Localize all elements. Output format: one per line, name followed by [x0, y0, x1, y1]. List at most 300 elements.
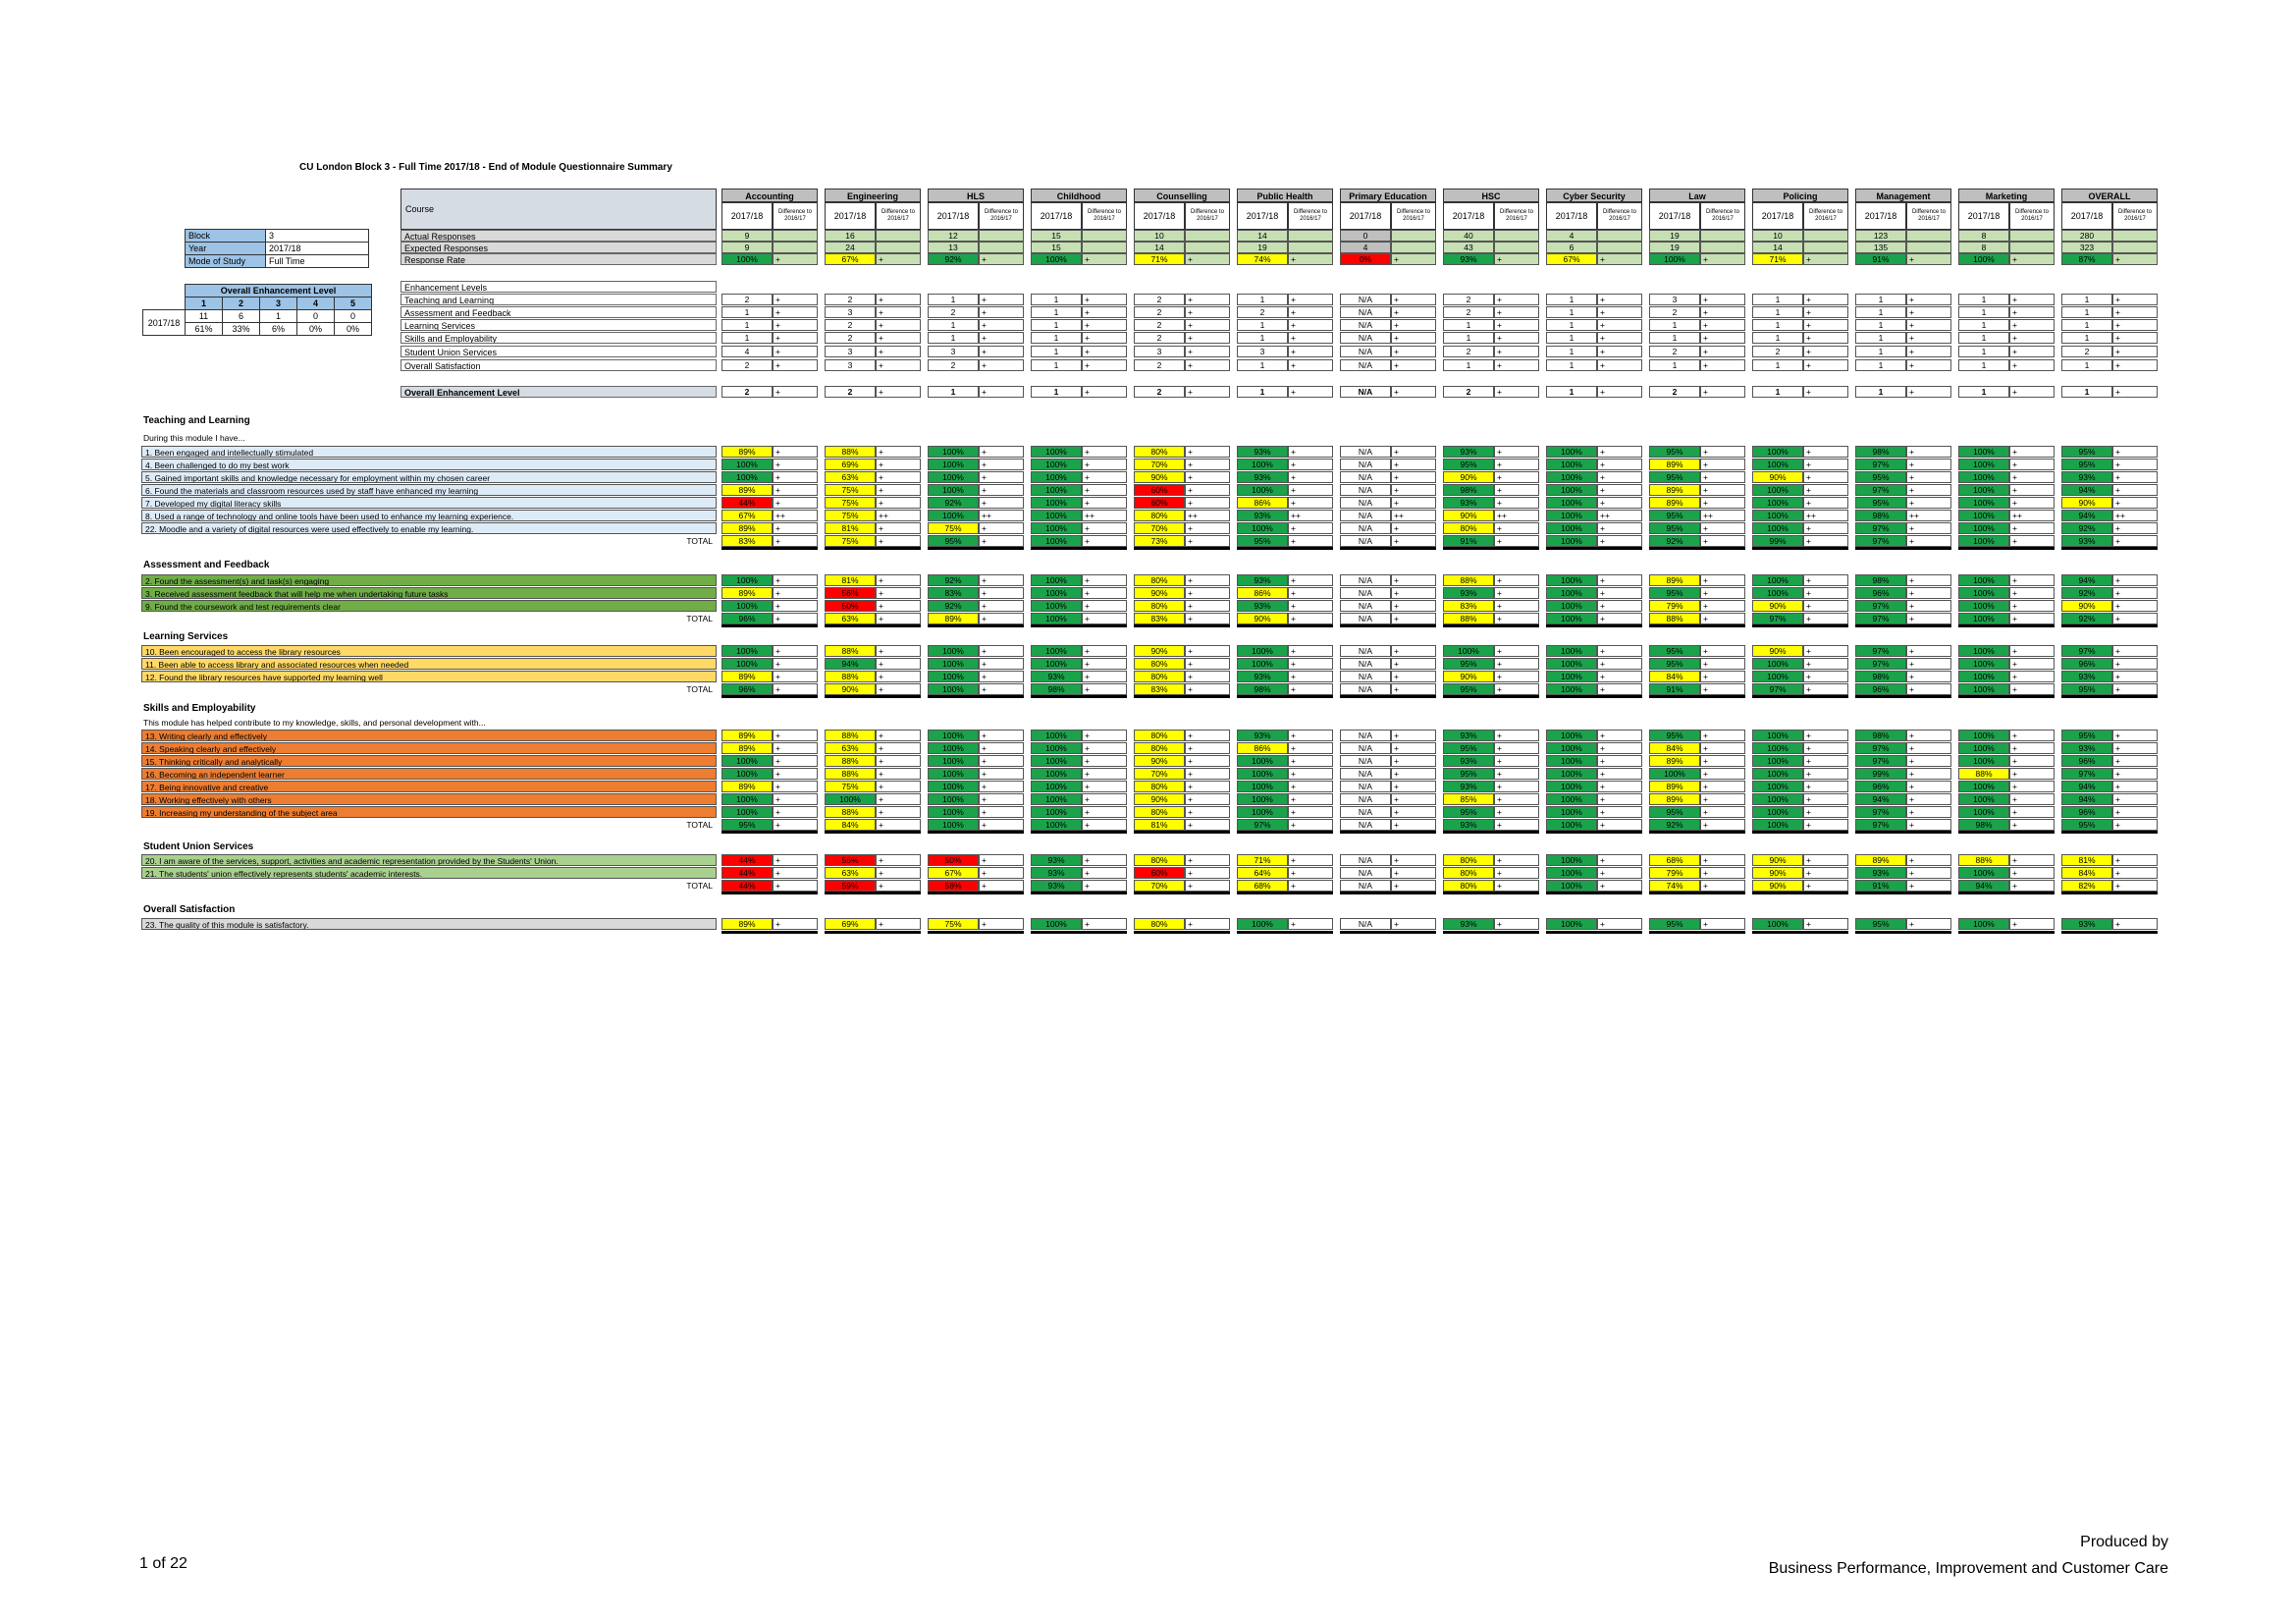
question-score: 100% — [1237, 522, 1288, 534]
stat-value: 93% — [1443, 253, 1494, 265]
stat-diff — [773, 242, 818, 253]
question-diff: + — [1391, 806, 1436, 818]
question-score: 100% — [1031, 471, 1082, 483]
question-score: 99% — [1855, 768, 1906, 780]
question-label: 11. Been able to access library and associated resources when needed — [141, 658, 717, 670]
total-score: 59% — [825, 880, 876, 892]
question-score: 100% — [1958, 645, 2009, 657]
enhancement-value: 3 — [928, 346, 979, 357]
question-score: 80% — [1134, 730, 1185, 741]
enhancement-diff: + — [773, 306, 818, 318]
stat-value: 4 — [1546, 230, 1597, 242]
enhancement-row-label: Student Union Services — [400, 346, 717, 357]
question-score: 80% — [1134, 574, 1185, 586]
question-score: 100% — [928, 484, 979, 496]
question-diff: + — [876, 854, 921, 866]
question-diff: + — [1906, 793, 1951, 805]
question-diff: + — [2112, 781, 2158, 792]
question-score: 100% — [928, 806, 979, 818]
question-diff: + — [1185, 854, 1230, 866]
question-score: 97% — [1855, 522, 1906, 534]
question-score: 90% — [1752, 854, 1803, 866]
total-diff: + — [1494, 880, 1539, 892]
question-diff: + — [1803, 671, 1848, 682]
question-score: 98% — [1855, 510, 1906, 521]
question-diff: + — [1494, 793, 1539, 805]
question-diff: + — [2009, 671, 2055, 682]
total-score: 97% — [1752, 683, 1803, 695]
year-subheader: 2017/18 — [1443, 202, 1494, 230]
total-underline — [1340, 547, 1436, 550]
question-diff: + — [1700, 658, 1745, 670]
total-score: 82% — [2061, 880, 2112, 892]
question-score: N/A — [1340, 459, 1391, 470]
question-score: 93% — [2061, 918, 2112, 930]
question-diff: + — [1597, 522, 1642, 534]
question-score: 97% — [1855, 742, 1906, 754]
question-diff: + — [1803, 742, 1848, 754]
enhancement-row-label: Teaching and Learning — [400, 294, 717, 305]
enhancement-diff: + — [1700, 294, 1745, 305]
question-diff: + — [2112, 446, 2158, 458]
question-score: 100% — [1958, 459, 2009, 470]
enhancement-value: 1 — [1031, 332, 1082, 344]
total-diff: + — [1803, 880, 1848, 892]
question-score: 88% — [1443, 574, 1494, 586]
total-underline — [1237, 892, 1333, 894]
question-diff: + — [876, 755, 921, 767]
total-diff: + — [1391, 880, 1436, 892]
question-score: 100% — [1546, 484, 1597, 496]
enhancement-value: 1 — [1958, 332, 2009, 344]
question-diff: + — [1906, 781, 1951, 792]
enhancement-value: 2 — [1443, 346, 1494, 357]
question-score: 95% — [2061, 730, 2112, 741]
question-score: 69% — [825, 459, 876, 470]
question-score: N/A — [1340, 755, 1391, 767]
enhancement-diff: + — [1803, 294, 1848, 305]
question-diff: + — [1906, 459, 1951, 470]
enhancement-value: 1 — [1649, 359, 1700, 371]
enhancement-row-label: Skills and Employability — [400, 332, 717, 344]
stat-diff — [1391, 230, 1436, 242]
question-diff: + — [1185, 671, 1230, 682]
question-diff: + — [2112, 730, 2158, 741]
question-score: N/A — [1340, 854, 1391, 866]
question-score: 79% — [1649, 600, 1700, 612]
question-diff: + — [773, 658, 818, 670]
question-diff: + — [1185, 484, 1230, 496]
year-subheader: 2017/18 — [1855, 202, 1906, 230]
info-label: Year — [186, 243, 266, 255]
enhancement-value: 2 — [1649, 306, 1700, 318]
question-diff: + — [1185, 446, 1230, 458]
question-score: 100% — [1031, 574, 1082, 586]
question-score: 100% — [1649, 768, 1700, 780]
question-diff: + — [1288, 918, 1333, 930]
enhancement-diff: + — [1082, 332, 1127, 344]
total-underline — [721, 931, 818, 934]
enhancement-diff: + — [1391, 319, 1436, 331]
stat-value: 19 — [1649, 242, 1700, 253]
question-score: 75% — [825, 510, 876, 521]
total-diff: + — [773, 880, 818, 892]
question-diff: + — [2009, 587, 2055, 599]
total-diff: + — [1700, 683, 1745, 695]
question-diff: + — [773, 854, 818, 866]
question-score: 100% — [1752, 755, 1803, 767]
question-score: 70% — [1134, 768, 1185, 780]
difference-subheader: Difference to 2016/17 — [1597, 202, 1642, 230]
total-diff: + — [773, 683, 818, 695]
question-score: 100% — [721, 471, 773, 483]
total-underline — [2061, 547, 2158, 550]
question-diff: + — [773, 459, 818, 470]
year-subheader: 2017/18 — [1546, 202, 1597, 230]
total-underline — [1134, 831, 1230, 834]
question-score: 89% — [721, 781, 773, 792]
question-score: 100% — [1958, 600, 2009, 612]
overall-enhancement-value: 1 — [2061, 386, 2112, 398]
question-diff: + — [773, 522, 818, 534]
question-diff: + — [2112, 471, 2158, 483]
question-score: 50% — [825, 600, 876, 612]
enhancement-diff: + — [979, 319, 1024, 331]
question-diff: + — [1391, 459, 1436, 470]
course-header: HSC — [1443, 189, 1539, 202]
question-diff: ++ — [773, 510, 818, 521]
question-score: 100% — [928, 781, 979, 792]
question-diff: + — [1082, 671, 1127, 682]
question-diff: + — [1597, 471, 1642, 483]
total-score: 95% — [721, 819, 773, 831]
question-score: 90% — [1134, 645, 1185, 657]
question-score: 100% — [1031, 793, 1082, 805]
total-underline — [1237, 931, 1333, 934]
enhancement-diff: + — [1185, 319, 1230, 331]
question-score: 93% — [1237, 510, 1288, 521]
question-diff: + — [1288, 484, 1333, 496]
question-diff: + — [1494, 587, 1539, 599]
question-diff: + — [1906, 854, 1951, 866]
question-diff: + — [979, 600, 1024, 612]
enhancement-diff: + — [1494, 294, 1539, 305]
question-score: 90% — [1443, 671, 1494, 682]
total-score: 100% — [1546, 880, 1597, 892]
total-diff: + — [2009, 880, 2055, 892]
question-diff: + — [1288, 522, 1333, 534]
enhancement-level-title: Overall Enhancement Level — [186, 285, 372, 298]
question-diff: + — [876, 522, 921, 534]
section-title: Overall Satisfaction — [143, 904, 236, 915]
question-score: 100% — [1237, 918, 1288, 930]
question-diff: + — [2112, 793, 2158, 805]
section-title: Skills and Employability — [143, 703, 256, 714]
stat-diff — [2112, 242, 2158, 253]
total-underline — [1443, 624, 1539, 627]
question-diff: + — [2009, 742, 2055, 754]
question-diff: + — [1700, 645, 1745, 657]
enhancement-value: 1 — [1546, 294, 1597, 305]
stat-diff: + — [1597, 253, 1642, 265]
question-diff: + — [1494, 742, 1539, 754]
enhancement-value: 2 — [1237, 306, 1288, 318]
question-diff: + — [1494, 854, 1539, 866]
question-score: 100% — [1752, 918, 1803, 930]
enhancement-value: 2 — [825, 332, 876, 344]
total-diff: + — [1803, 613, 1848, 624]
total-diff: + — [1185, 683, 1230, 695]
total-score: N/A — [1340, 613, 1391, 624]
enhancement-diff: + — [1803, 332, 1848, 344]
question-diff: + — [2112, 867, 2158, 879]
enhancement-value: 1 — [1855, 319, 1906, 331]
question-diff: + — [1803, 781, 1848, 792]
difference-subheader: Difference to 2016/17 — [1082, 202, 1127, 230]
total-score: 93% — [1031, 880, 1082, 892]
stat-value: 0% — [1340, 253, 1391, 265]
total-diff: + — [1597, 683, 1642, 695]
question-score: 100% — [1546, 658, 1597, 670]
course-header: OVERALL — [2061, 189, 2158, 202]
enhancement-value: 1 — [2061, 332, 2112, 344]
question-diff: + — [1494, 471, 1539, 483]
total-underline — [1340, 831, 1436, 834]
question-diff: + — [1391, 600, 1436, 612]
total-underline — [825, 892, 921, 894]
question-score: 80% — [1134, 446, 1185, 458]
stat-diff: + — [876, 253, 921, 265]
total-underline — [1134, 547, 1230, 550]
total-underline — [1443, 695, 1539, 698]
total-diff: + — [1597, 819, 1642, 831]
question-score: 100% — [721, 658, 773, 670]
question-score: 100% — [1752, 781, 1803, 792]
total-score: 97% — [1855, 535, 1906, 547]
question-score: 100% — [928, 768, 979, 780]
question-diff: + — [1391, 854, 1436, 866]
question-score: 100% — [1546, 471, 1597, 483]
stat-value: 9 — [721, 242, 773, 253]
question-diff: + — [2009, 600, 2055, 612]
enhancement-row-label: Overall Satisfaction — [400, 359, 717, 371]
question-diff: ++ — [1288, 510, 1333, 521]
stat-diff — [876, 230, 921, 242]
total-diff: + — [1185, 880, 1230, 892]
enhancement-value: 1 — [928, 319, 979, 331]
total-underline — [721, 831, 818, 834]
question-score: N/A — [1340, 806, 1391, 818]
question-diff: + — [1906, 768, 1951, 780]
question-score: 95% — [1649, 658, 1700, 670]
question-diff: + — [773, 768, 818, 780]
question-score: 81% — [825, 574, 876, 586]
stat-value: 19 — [1237, 242, 1288, 253]
total-diff: + — [1288, 819, 1333, 831]
question-score: 93% — [1855, 867, 1906, 879]
question-diff: + — [1185, 471, 1230, 483]
question-score: 100% — [721, 600, 773, 612]
question-score: N/A — [1340, 781, 1391, 792]
question-score: 100% — [1546, 755, 1597, 767]
question-diff: + — [979, 446, 1024, 458]
question-score: 80% — [1134, 781, 1185, 792]
total-underline — [1958, 831, 2055, 834]
enhancement-value: 3 — [825, 306, 876, 318]
question-score: 100% — [721, 459, 773, 470]
total-diff: + — [1803, 683, 1848, 695]
total-score: 95% — [2061, 683, 2112, 695]
question-diff: + — [773, 574, 818, 586]
question-diff: ++ — [1391, 510, 1436, 521]
stat-value: 4 — [1340, 242, 1391, 253]
question-score: 100% — [1031, 806, 1082, 818]
enhancement-value: 1 — [1546, 346, 1597, 357]
question-score: N/A — [1340, 671, 1391, 682]
total-underline — [928, 831, 1024, 834]
question-diff: + — [1700, 781, 1745, 792]
question-score: 90% — [1752, 471, 1803, 483]
total-diff: + — [1288, 613, 1333, 624]
total-score: 100% — [1031, 819, 1082, 831]
question-score: 100% — [1546, 446, 1597, 458]
overall-enhancement-diff: + — [1185, 386, 1230, 398]
question-diff: + — [2112, 645, 2158, 657]
question-score: 100% — [928, 671, 979, 682]
year-subheader: 2017/18 — [721, 202, 773, 230]
question-diff: + — [979, 484, 1024, 496]
enhancement-value: 1 — [1443, 332, 1494, 344]
enhancement-diff: + — [1391, 359, 1436, 371]
stat-value: 12 — [928, 230, 979, 242]
question-diff: + — [1803, 768, 1848, 780]
total-diff: + — [1597, 880, 1642, 892]
overall-enhancement-diff: + — [1391, 386, 1436, 398]
question-score: 89% — [1649, 574, 1700, 586]
question-score: 100% — [928, 459, 979, 470]
level-header: 3 — [260, 298, 297, 310]
question-label: 17. Being innovative and creative — [141, 781, 717, 792]
question-diff: + — [1700, 867, 1745, 879]
course-header: Public Health — [1237, 189, 1333, 202]
enhancement-diff: + — [2009, 306, 2055, 318]
enhancement-diff: + — [979, 346, 1024, 357]
stat-row-label: Expected Responses — [400, 242, 717, 253]
question-diff: + — [1700, 918, 1745, 930]
question-score: 69% — [825, 918, 876, 930]
question-diff: + — [1288, 497, 1333, 509]
section-title: Assessment and Feedback — [143, 560, 270, 570]
question-label: 10. Been encouraged to access the library resources — [141, 645, 717, 657]
question-score: 60% — [1134, 867, 1185, 879]
course-header: Law — [1649, 189, 1745, 202]
question-diff: + — [1597, 574, 1642, 586]
difference-subheader: Difference to 2016/17 — [979, 202, 1024, 230]
stat-value: 8 — [1958, 230, 2009, 242]
total-score: 90% — [825, 683, 876, 695]
year-subheader: 2017/18 — [1649, 202, 1700, 230]
question-diff: + — [1082, 587, 1127, 599]
question-diff: + — [1185, 645, 1230, 657]
total-underline — [928, 547, 1024, 550]
year-subheader: 2017/18 — [1031, 202, 1082, 230]
enhancement-diff: + — [1391, 346, 1436, 357]
question-diff: + — [1185, 497, 1230, 509]
question-score: 100% — [1958, 484, 2009, 496]
question-diff: + — [1906, 484, 1951, 496]
section-title: Learning Services — [143, 631, 229, 642]
difference-subheader: Difference to 2016/17 — [876, 202, 921, 230]
question-score: 88% — [825, 755, 876, 767]
enhancement-diff: + — [876, 346, 921, 357]
question-score: 100% — [1031, 755, 1082, 767]
question-score: 95% — [1649, 806, 1700, 818]
total-underline — [825, 931, 921, 934]
total-score: 81% — [1134, 819, 1185, 831]
question-diff: + — [1597, 497, 1642, 509]
question-score: 89% — [1649, 781, 1700, 792]
enhancement-diff: + — [1700, 332, 1745, 344]
overall-enhancement-value: 2 — [1443, 386, 1494, 398]
enhancement-diff: + — [1288, 294, 1333, 305]
total-diff: + — [1082, 613, 1127, 624]
total-underline — [721, 547, 818, 550]
enhancement-diff: + — [1494, 359, 1539, 371]
level-header: 1 — [186, 298, 223, 310]
total-diff: + — [979, 819, 1024, 831]
question-score: 80% — [1134, 671, 1185, 682]
total-diff: + — [2009, 683, 2055, 695]
question-label: 22. Moodle and a variety of digital resources were used effectively to enable my learning. — [141, 522, 717, 534]
enhancement-value: 1 — [1237, 319, 1288, 331]
question-score: 90% — [1752, 645, 1803, 657]
question-score: 100% — [1752, 510, 1803, 521]
question-diff: + — [1082, 471, 1127, 483]
question-diff: + — [1288, 600, 1333, 612]
question-score: 100% — [721, 574, 773, 586]
level-count: 0 — [335, 310, 372, 323]
question-label: 4. Been challenged to do my best work — [141, 459, 717, 470]
produced-by-line: Produced by — [2080, 1534, 2168, 1550]
question-score: 100% — [1752, 793, 1803, 805]
question-diff: + — [1185, 755, 1230, 767]
question-score: 84% — [2061, 867, 2112, 879]
question-diff: ++ — [1597, 510, 1642, 521]
info-value: 3 — [266, 230, 369, 243]
year-subheader: 2017/18 — [928, 202, 979, 230]
enhancement-diff: + — [876, 294, 921, 305]
question-score: 70% — [1134, 459, 1185, 470]
total-underline — [1855, 624, 1951, 627]
question-diff: + — [1906, 742, 1951, 754]
question-score: 100% — [1237, 459, 1288, 470]
question-diff: + — [1597, 781, 1642, 792]
enhancement-value: 2 — [1443, 306, 1494, 318]
question-score: N/A — [1340, 793, 1391, 805]
question-diff: + — [1082, 446, 1127, 458]
enhancement-diff: + — [1185, 346, 1230, 357]
question-diff: + — [1597, 587, 1642, 599]
question-diff: ++ — [979, 510, 1024, 521]
enhancement-value: 1 — [721, 319, 773, 331]
question-score: 100% — [1031, 587, 1082, 599]
question-diff: + — [1906, 574, 1951, 586]
question-diff: + — [1906, 658, 1951, 670]
question-label: 12. Found the library resources have supported my learning well — [141, 671, 717, 682]
question-score: 100% — [1752, 658, 1803, 670]
enhancement-diff: + — [1391, 306, 1436, 318]
stat-diff — [1185, 230, 1230, 242]
